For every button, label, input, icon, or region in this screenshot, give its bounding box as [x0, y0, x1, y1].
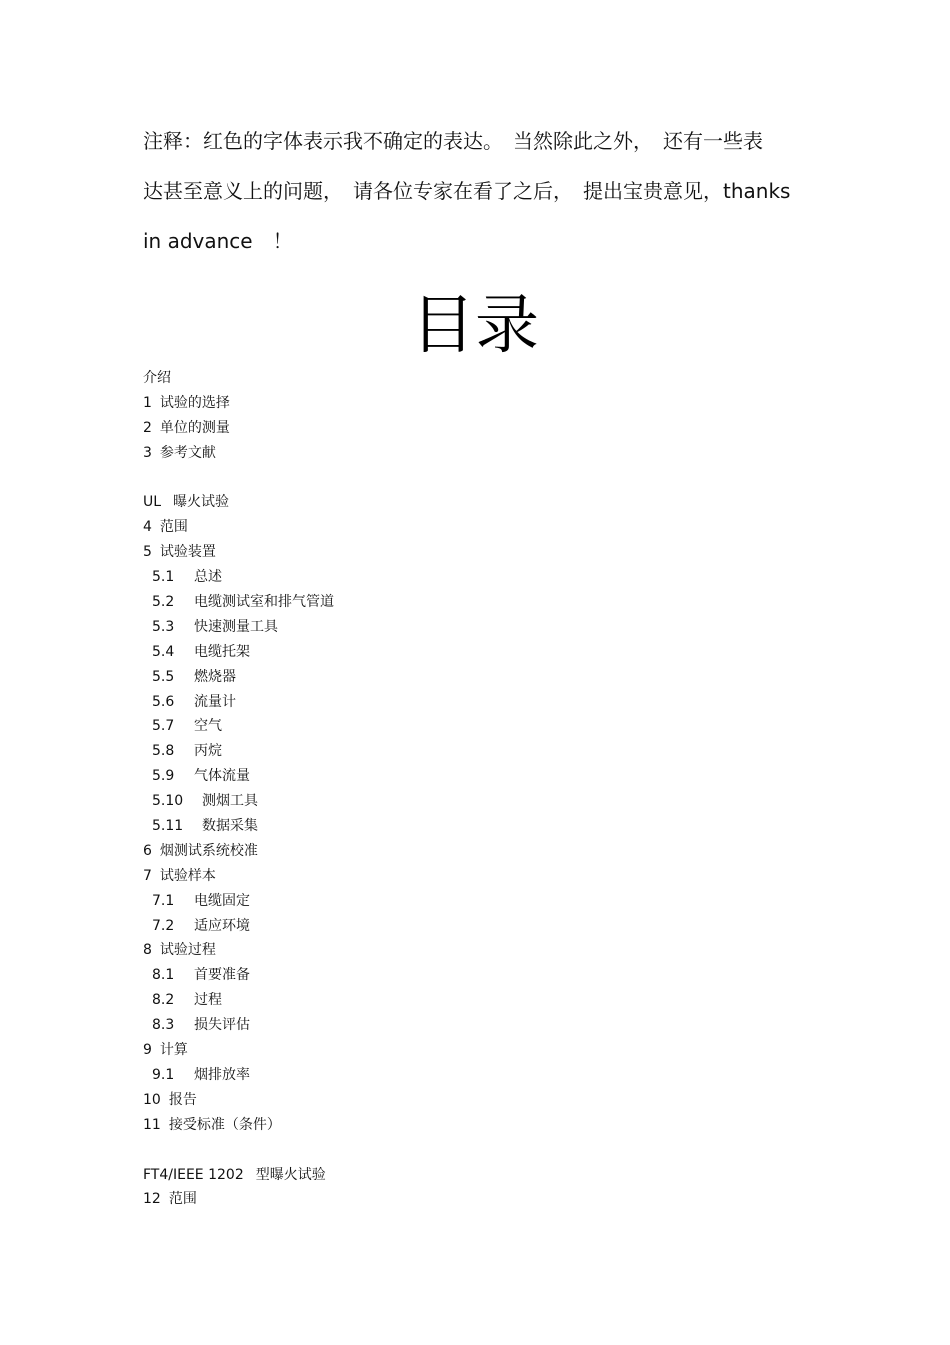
- toc-section-heading: [143, 1163, 334, 1188]
- toc-entry-number: 7: [143, 867, 152, 884]
- toc-section-heading: [143, 490, 334, 515]
- toc-spacer: [143, 466, 334, 491]
- toc-entry: [143, 640, 334, 665]
- toc-title: 目录: [411, 289, 539, 363]
- toc-entry-title: 烟测试系统校准: [159, 842, 258, 859]
- toc-spacer: [143, 1138, 334, 1163]
- toc-entry-title: 首要准备: [194, 967, 250, 984]
- toc-entry: [143, 416, 334, 441]
- toc-entry-number: 6: [143, 842, 152, 859]
- toc-entry: [143, 1187, 334, 1212]
- toc-entry-title: 燃烧器: [194, 668, 236, 685]
- toc-entry: [143, 1038, 334, 1063]
- toc-entry-number: 3: [143, 444, 152, 461]
- toc-entry: [143, 988, 334, 1013]
- toc-entry-title: 总述: [194, 569, 222, 586]
- toc-entry-number: 4: [143, 519, 152, 536]
- toc-entry: [143, 590, 334, 615]
- toc-entry-number: 9.1: [152, 1066, 175, 1083]
- toc-entry-number: 10: [143, 1091, 161, 1108]
- toc-entry-number: 2: [143, 419, 152, 436]
- toc-entry-number: 9: [143, 1042, 152, 1059]
- toc-entry-title: 电缆测试室和排气管道: [194, 594, 334, 611]
- toc-entry: [143, 1113, 334, 1138]
- toc-entry: [143, 690, 334, 715]
- toc-entry: [143, 739, 334, 764]
- toc-entry-title: 试验的选择: [159, 394, 230, 411]
- toc-entry-title: 试验过程: [159, 942, 216, 959]
- toc-entry-number: 5.10: [152, 793, 184, 810]
- note-line: 达甚至意义上的问题， 请各位专家在看了之后， 提出宝贵意见，thanks: [143, 179, 791, 203]
- toc-entry-number: 5.5: [152, 668, 175, 685]
- toc-entry-number: 8.1: [152, 967, 175, 984]
- toc-entry-title: 适应环境: [194, 917, 250, 934]
- toc-entry-number: 8: [143, 942, 152, 959]
- toc-entry: [143, 565, 334, 590]
- toc-entry: [143, 938, 334, 963]
- toc-entry: [143, 889, 334, 914]
- table-of-contents: [143, 366, 334, 1212]
- toc-entry-title: 曝火试验: [173, 494, 230, 511]
- toc-entry-title: 报告: [168, 1091, 197, 1108]
- toc-entry-title: 丙烷: [194, 743, 222, 760]
- translation-note: [143, 122, 808, 272]
- toc-entry: [143, 963, 334, 988]
- toc-entry-title: 过程: [194, 992, 222, 1009]
- toc-entry: [143, 540, 334, 565]
- toc-entry-number: UL: [143, 494, 162, 511]
- toc-entry-number: 5.3: [152, 618, 175, 635]
- toc-entry-number: FT4/IEEE 1202: [143, 1166, 244, 1183]
- toc-entry-number: 7.1: [152, 892, 175, 909]
- toc-entry-number: 7.2: [152, 917, 175, 934]
- toc-entry-number: 5.4: [152, 643, 175, 660]
- toc-entry: [143, 764, 334, 789]
- note-line: 注释：红色的字体表示我不确定的表达。 当然除此之外， 还有一些表: [143, 129, 763, 153]
- toc-entry-number: 5.9: [152, 768, 175, 785]
- toc-entry: [143, 714, 334, 739]
- toc-entry: [143, 1088, 334, 1113]
- toc-entry-title: 试验样本: [159, 867, 216, 884]
- toc-entry-number: 5.1: [152, 569, 175, 586]
- toc-entry-title: 电缆托架: [194, 643, 250, 660]
- toc-entry-title: 单位的测量: [159, 419, 230, 436]
- toc-entry: [143, 1013, 334, 1038]
- toc-entry-number: 12: [143, 1191, 161, 1208]
- toc-entry: [143, 814, 334, 839]
- toc-entry-number: 11: [143, 1116, 161, 1133]
- toc-entry: [143, 441, 334, 466]
- toc-section-heading: [143, 366, 334, 391]
- toc-entry-number: 5.6: [152, 693, 175, 710]
- toc-entry: [143, 665, 334, 690]
- note-line: in advance ！: [143, 229, 293, 253]
- toc-entry-title: 快速测量工具: [194, 618, 278, 635]
- toc-entry: [143, 914, 334, 939]
- toc-entry: [143, 839, 334, 864]
- toc-entry-title: 空气: [194, 718, 222, 735]
- toc-entry-title: 测烟工具: [202, 793, 258, 810]
- toc-entry-number: 1: [143, 394, 152, 411]
- toc-entry-number: 5.11: [152, 818, 184, 835]
- toc-entry-title: 介绍: [143, 370, 171, 386]
- toc-entry-number: 8.3: [152, 1017, 175, 1034]
- toc-entry-title: 计算: [159, 1042, 188, 1059]
- toc-entry-number: 5.7: [152, 718, 175, 735]
- toc-entry-title: 数据采集: [202, 818, 258, 835]
- toc-entry: [143, 864, 334, 889]
- toc-entry: [143, 615, 334, 640]
- toc-entry-title: 范围: [159, 519, 188, 536]
- toc-entry-number: 5: [143, 544, 152, 561]
- toc-entry: [143, 391, 334, 416]
- toc-entry-title: 范围: [168, 1191, 197, 1208]
- toc-entry-title: 型曝火试验: [255, 1166, 326, 1183]
- toc-entry-number: 8.2: [152, 992, 175, 1009]
- toc-entry-title: 参考文献: [159, 444, 216, 461]
- toc-entry: [143, 515, 334, 540]
- toc-entry-title: 接受标准（条件）: [168, 1116, 281, 1133]
- toc-entry-title: 电缆固定: [194, 892, 250, 909]
- toc-entry: [143, 789, 334, 814]
- toc-entry-number: 5.8: [152, 743, 175, 760]
- toc-entry-title: 气体流量: [194, 768, 250, 785]
- toc-entry: [143, 1063, 334, 1088]
- toc-entry-title: 烟排放率: [194, 1066, 250, 1083]
- toc-entry-title: 流量计: [194, 693, 236, 710]
- toc-entry-number: 5.2: [152, 594, 175, 611]
- toc-entry-title: 损失评估: [194, 1017, 250, 1034]
- toc-entry-title: 试验装置: [159, 544, 216, 561]
